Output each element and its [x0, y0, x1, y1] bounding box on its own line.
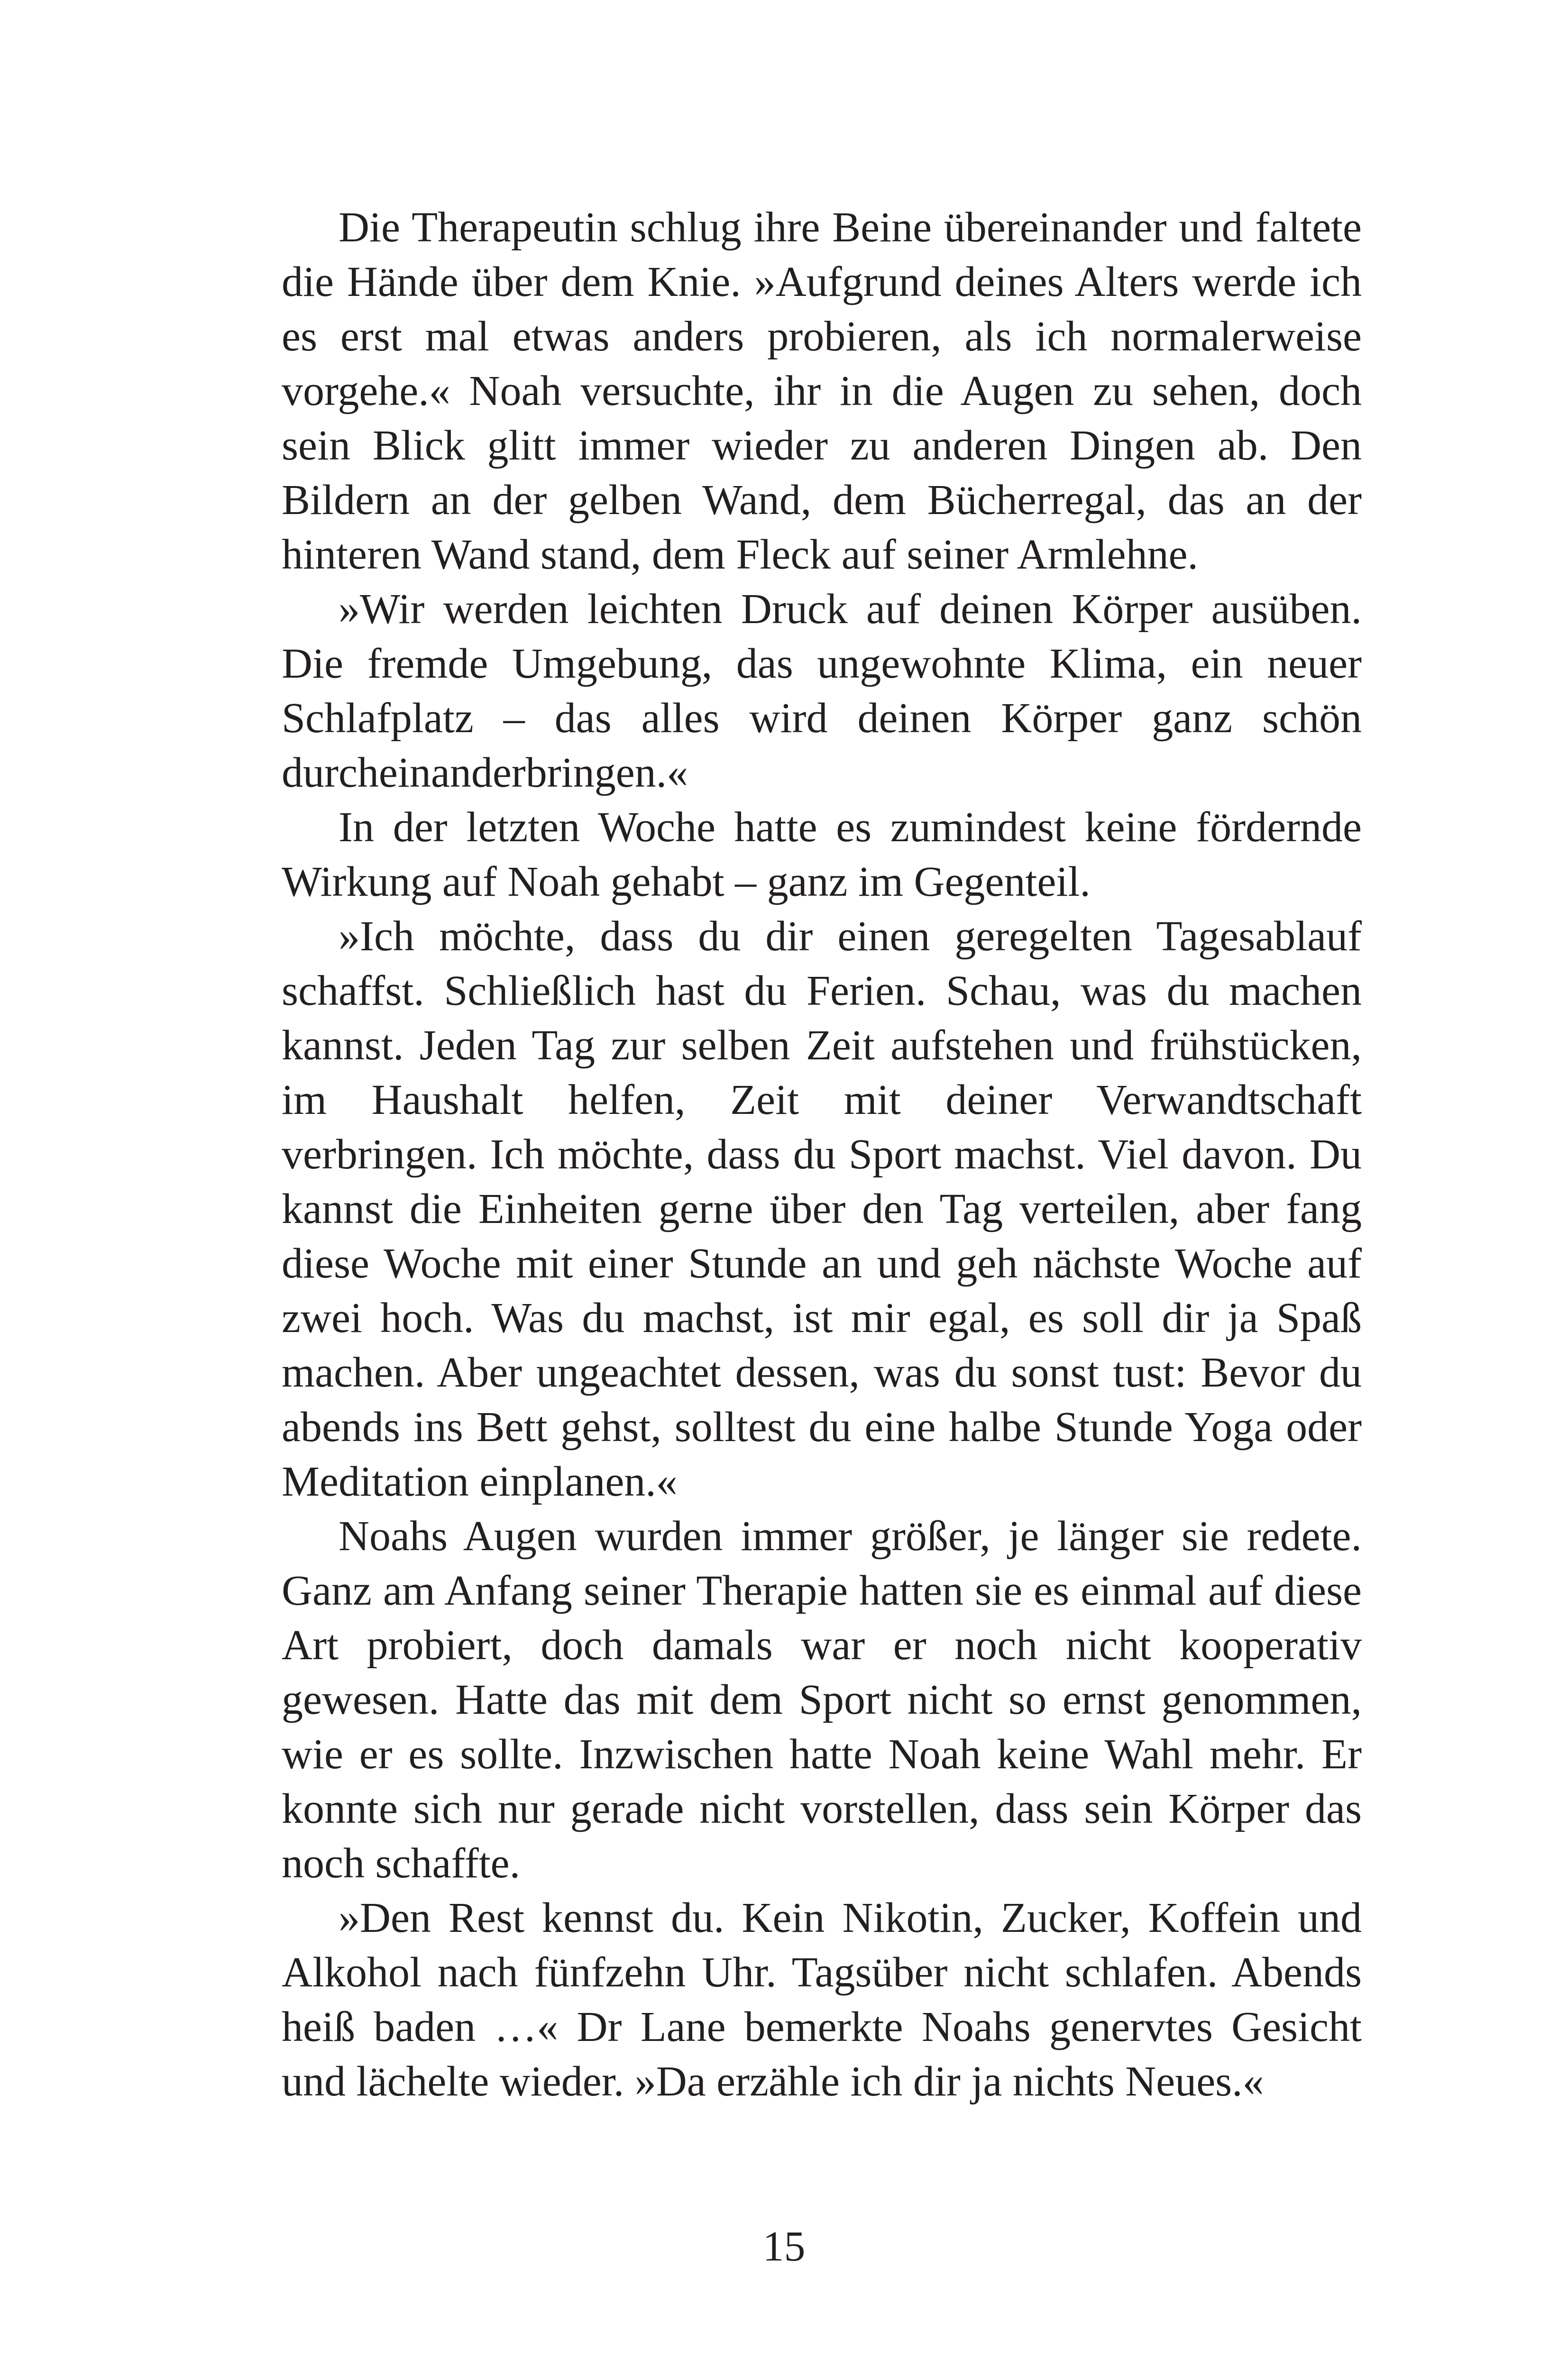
page-number: 15: [762, 2223, 806, 2270]
paragraph: Die Therapeutin schlug ihre Beine übereinander und faltete die Hände über dem Knie. »Aufgrund deines Alters werde ich es erst mal etwas anders probieren, als ich normalerweise vorgehe.« Noah versuchte, ihr in die Augen zu sehen, doch sein Blick glitt immer wieder zu anderen Dingen ab. Den Bildern an der gelben Wand, dem Bücherregal, das an der hinteren Wand stand, dem Fleck auf seiner Armlehne.: [282, 204, 1362, 578]
paragraph: »Wir werden leichten Druck auf deinen Körper ausüben. Die fremde Umgebung, das ungewohnte Klima, ein neuer Schlafplatz – das alles wird deinen Körper ganz schön durcheinanderbringen.«: [282, 586, 1362, 796]
paragraph: Noahs Augen wurden immer größer, je länger sie redete. Ganz am Anfang seiner Therapie hatten sie es einmal auf diese Art probiert, doch damals war er noch nicht kooperativ gewesen. Hatte das mit dem Sport nicht so ernst genommen, wie er es sollte. Inzwischen hatte Noah keine Wahl mehr. Er konnte sich nur gerade nicht vorstellen, dass sein Körper das noch schaffte.: [282, 1513, 1362, 1887]
body-text: [282, 200, 1362, 2109]
paragraph: »Ich möchte, dass du dir einen geregelten Tagesablauf schaffst. Schließlich hast du Ferien. Schau, was du machen kannst. Jeden Tag zur selben Zeit aufstehen und frühstücken, im Haushalt helfen, Zeit mit deiner Verwandtschaft verbringen. Ich möchte, dass du Sport machst. Viel davon. Du kannst die Einheiten gerne über den Tag verteilen, aber fang diese Woche mit einer Stunde an und geh nächste Woche auf zwei hoch. Was du machst, ist mir egal, es soll dir ja Spaß machen. Aber ungeachtet dessen, was du sonst tust: Bevor du abends ins Bett gehst, solltest du eine halbe Stunde Yoga oder Meditation einplanen.«: [282, 913, 1362, 1505]
paragraph: »Den Rest kennst du. Kein Nikotin, Zucker, Koffein und Alkohol nach fünfzehn Uhr. Tagsüber nicht schlafen. Abends heiß baden …« Dr Lane bemerkte Noahs genervtes Gesicht und lächelte wieder. »Da erzähle ich dir ja nichts Neues.«: [282, 1894, 1362, 2105]
paragraph: In der letzten Woche hatte es zumindest keine fördernde Wirkung auf Noah gehabt – ganz im Gegenteil.: [282, 804, 1362, 905]
